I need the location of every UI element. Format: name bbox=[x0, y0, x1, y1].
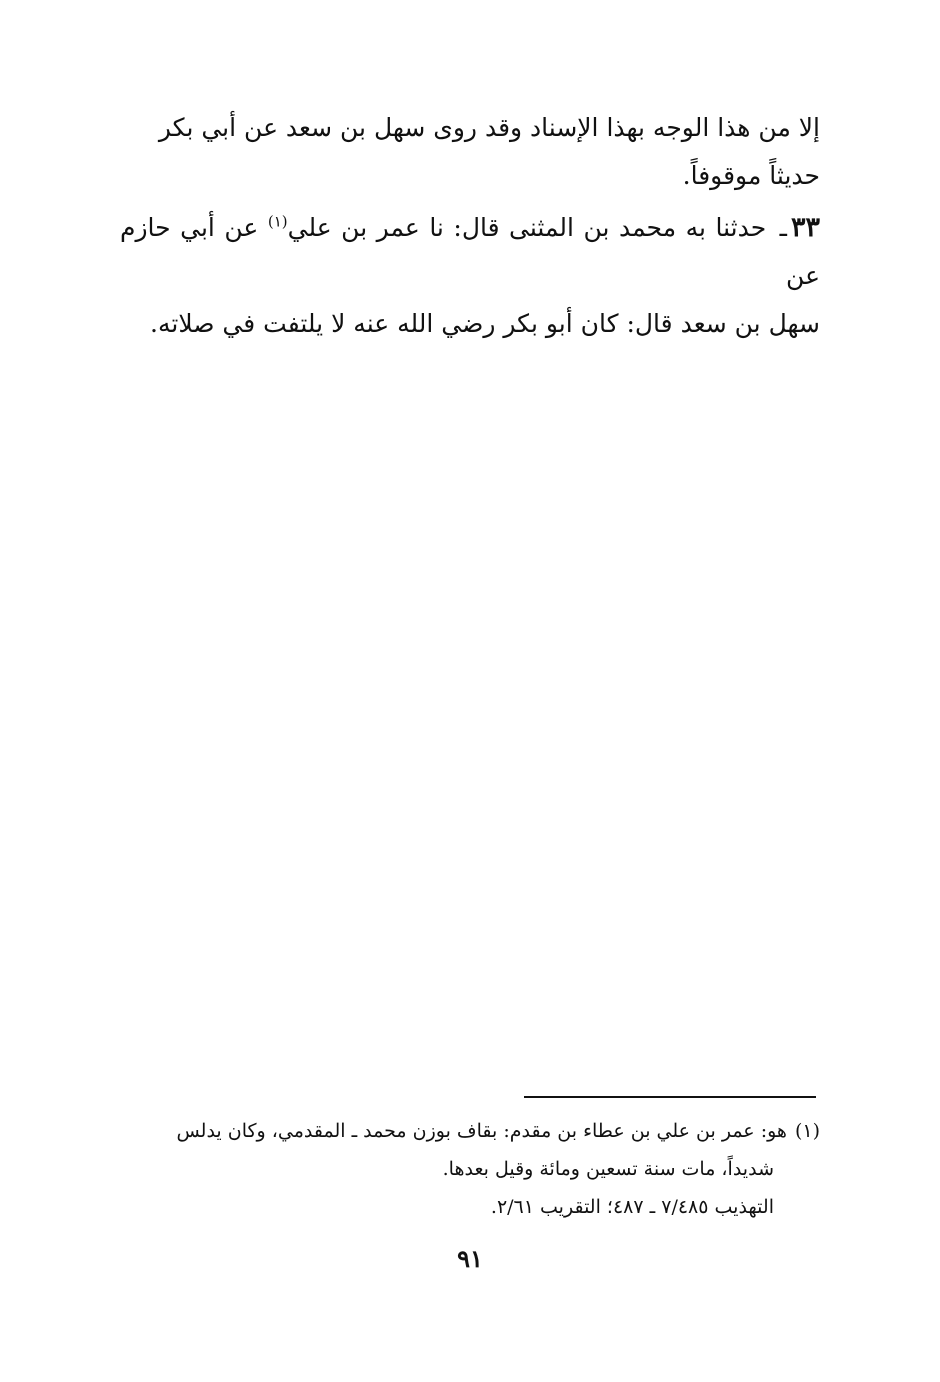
paragraph-1 bbox=[120, 104, 820, 200]
footnote-1-line-1 bbox=[120, 1112, 820, 1150]
footnote-1-marker: (١) bbox=[794, 1120, 820, 1142]
paragraph-2-text-before-ref: حدثنا به محمد بن المثنى قال: نا عمر بن علي bbox=[287, 213, 767, 242]
footnote-separator bbox=[524, 1096, 816, 1098]
footnote-1-text-1: هو: عمر بن علي بن عطاء بن مقدم: بقاف بوزن محمد ـ المقدمي، وكان يدلس bbox=[176, 1120, 787, 1142]
footnote-reference-1: (١) bbox=[267, 212, 288, 231]
main-text-block bbox=[120, 104, 820, 352]
footnotes bbox=[120, 1112, 820, 1226]
paragraph-2-line-2: سهل بن سعد قال: كان أبو بكر رضي الله عنه لا يلتفت في صلاته. bbox=[150, 309, 820, 338]
hadith-number-dash: ـ bbox=[779, 213, 787, 242]
paragraph-2-text-after-ref: عن أبي حازم عن bbox=[120, 213, 820, 290]
hadith-number: ٣٣ bbox=[791, 212, 821, 243]
footnote-1-line-2: شديداً، مات سنة تسعين ومائة وقيل بعدها. bbox=[442, 1158, 774, 1180]
page-number: ٩١ bbox=[457, 1244, 483, 1273]
paragraph-1-line-1: إلا من هذا الوجه بهذا الإسناد وقد روى سهل بن سعد عن أبي بكر bbox=[158, 113, 820, 142]
paragraph-1-line-2: حديثاً موقوفاً. bbox=[682, 161, 820, 190]
footnote-1-line-3: التهذيب ٧/٤٨٥ ـ ٤٨٧؛ التقريب ٢/٦١. bbox=[490, 1196, 774, 1218]
paragraph-2 bbox=[120, 204, 820, 348]
